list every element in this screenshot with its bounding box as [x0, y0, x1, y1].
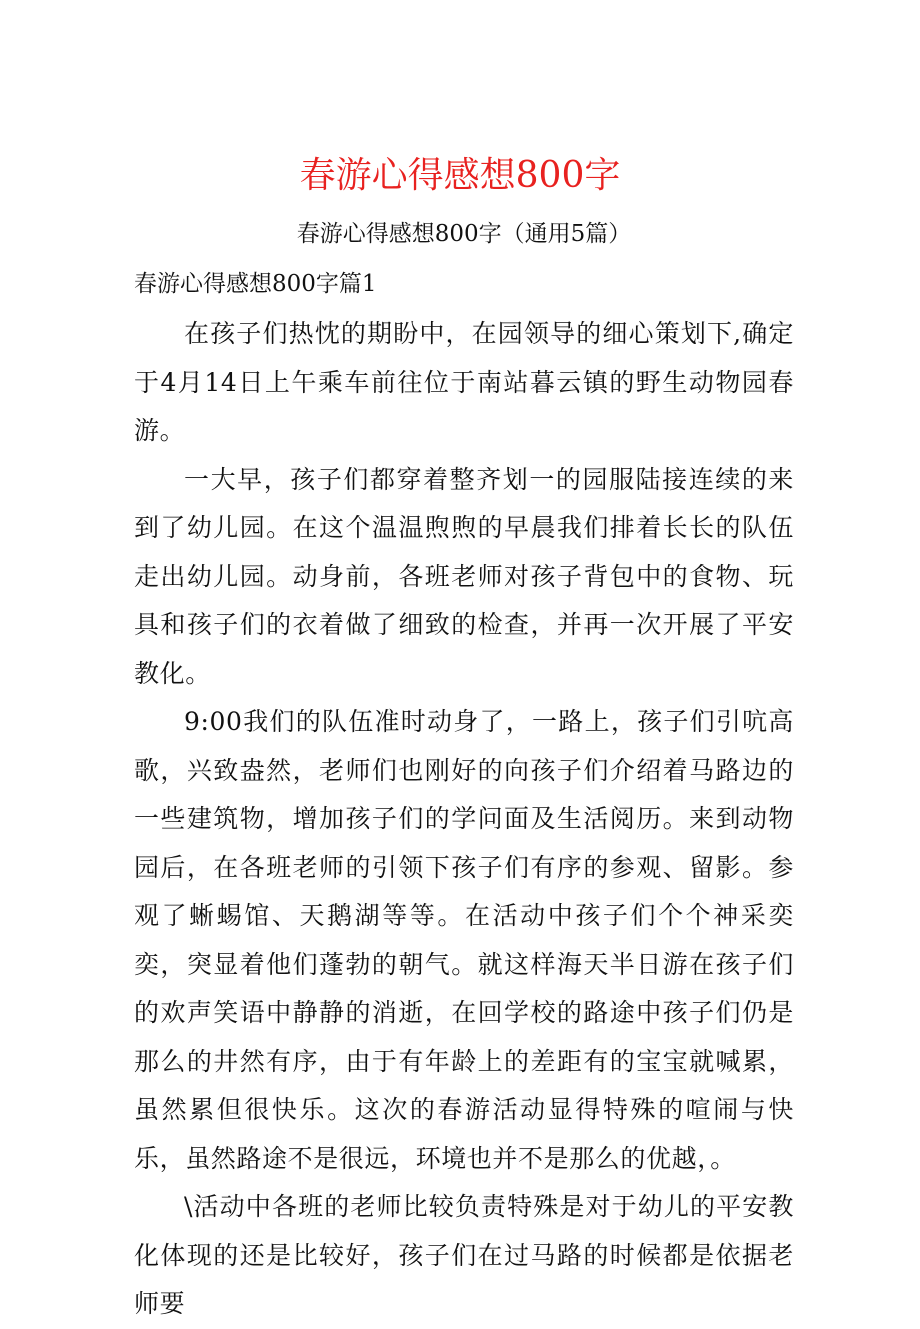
section-heading: 春游心得感想800字篇1 — [134, 271, 377, 297]
paragraph-1: 在孩子们热忱的期盼中，在园领导的细心策划下,确定于4月14日上午乘车前往位于南站暮云镇的野生动物园春游。 — [134, 319, 794, 445]
document-subtitle: 春游心得感想800字（通用5篇） — [296, 221, 632, 247]
paragraph-2: 一大早，孩子们都穿着整齐划一的园服陆接连续的来到了幼儿园。在这个温温煦煦的早晨我们排着长长的队伍走出幼儿园。动身前，各班老师对孩子背包中的食物、玩具和孩子们的衣着做了细致的检查，并再一次开展了平安教化。 — [134, 464, 794, 688]
paragraph-4: \活动中各班的老师比较负责特殊是对于幼儿的平安教化体现的还是比较好，孩子们在过马路的时候都是依据老师要 — [134, 1192, 794, 1318]
document-title: 春游心得感想800字 — [299, 155, 621, 196]
document-body — [134, 310, 794, 1329]
paragraph-3: 9:00我们的队伍准时动身了，一路上，孩子们引吭高歌，兴致盎然，老师们也刚好的向孩子们介绍着马路边的一些建筑物，增加孩子们的学问面及生活阅历。来到动物园后，在各班老师的引领下孩子们有序的参观、留影。参观了蜥蜴馆、天鹅湖等等。在活动中孩子们个个神采奕奕，突显着他们蓬勃的朝气。就这样海天半日游在孩子们的欢声笑语中静静的消逝，在回学校的路途中孩子们仍是那么的井然有序，由于有年龄上的差距有的宝宝就喊累，虽然累但很快乐。这次的春游活动显得特殊的喧闹与快乐，虽然路途不是很远，环境也并不是那么的优越，。 — [134, 707, 794, 1173]
